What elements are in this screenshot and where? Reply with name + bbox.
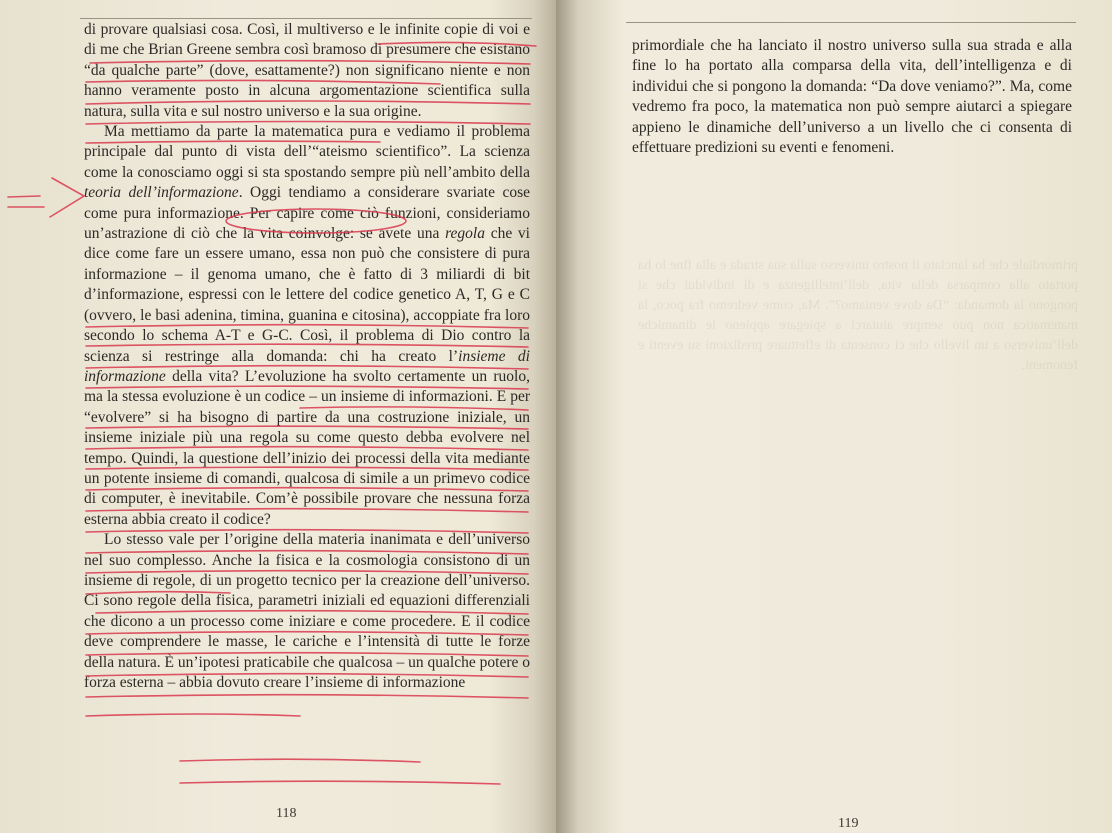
underline-mark bbox=[180, 781, 500, 784]
paragraph: primordiale che ha lanciato il nostro universo sulla sua strada e alla fine lo ha portato alla comparsa della vita, dell’intelligenza e di individui che si pongono la domanda: “Da dove veniamo?”. Ma, come vedremo fra poco, la matematica non può sempre aiutarci a spiegare appieno le dinamiche dell’universo a un livello che ci consenta di effettuare predizioni su eventi e fenomeni. bbox=[632, 37, 1072, 157]
italic-term: regola bbox=[445, 225, 485, 243]
left-page-text bbox=[84, 20, 530, 693]
italic-term: teoria dell’informazione bbox=[84, 184, 239, 202]
bleed-through-text bbox=[638, 256, 1078, 796]
text-run: della vita? L’evoluzione ha svolto certamente un ruolo, ma la stessa evoluzione è un codice – un insieme di informazioni. E per “evolvere” si ha bisogno di partire da una costruzione iniziale, un insieme iniziale più una regola su come questo debba evolvere nel tempo. Quindi, la questione dell’inizio dei processi della vita mediante un potente insieme di comandi, qualcosa di simile a un primevo codice di computer, è inevitabile. Com’è possibile provare che nessuna forza esterna abbia creato il codice? bbox=[84, 367, 530, 528]
bleed-paragraph: primordiale che ha lanciato il nostro universo sulla sua strada e alla fine lo ha portato alla comparsa della vita, dell’intelligenza e di individui che si pongono la domanda: “Da dove veniamo?”. Ma, come vedremo fra poco, la matematica non può sempre aiutarci a spiegare appieno le dinamiche dell’universo a un livello che ci consenta di effettuare predizioni su eventi e fenomeni. bbox=[638, 258, 1078, 373]
underline-mark bbox=[86, 695, 528, 698]
running-head-cutoff bbox=[756, 0, 976, 8]
header-rule bbox=[80, 18, 532, 19]
underline-mark bbox=[86, 714, 300, 716]
text-run: . Oggi tendiamo a considerare svariate cose come pura informazione. Per capire come ciò funzioni, consideriamo un’astrazione di ciò che la vita coinvolge: se avete una bbox=[84, 184, 530, 243]
text-run: che vi dice come fare un essere umano, essa non può che consistere di pura informazione – il genoma umano, che è fatto di 3 miliardi di bit d’informazione, espressi con le lettere del codice genetico A, T, G e C (ovvero, le basi adenina, timina, guanina e citosina), accoppiate fra loro secondo lo schema A-T e G-C. Così, il problema di Dio contro la scienza si restringe alla domanda: chi ha creato l’ bbox=[84, 225, 530, 365]
margin-arrow-icon bbox=[8, 178, 84, 217]
paragraph: Lo stesso vale per l’origine della materia inanimata e dell’universo nel suo complesso. Anche la fisica e la cosmologia consistono di un insieme di regole, di un progetto tecnico per la creazione dell’universo. Ci sono regole della fisica, parametri iniziali ed equazioni differenziali che dicono a un processo come iniziare e come procedere. E il codice deve comprendere le masse, le cariche e l’intensità di tutte le forze della natura. È un’ipotesi praticabile che qualcosa – un qualche potere o forza esterna – abbia dovuto creare l’insieme di informazione bbox=[84, 531, 530, 691]
page-number: 118 bbox=[276, 806, 297, 821]
paragraph bbox=[84, 122, 530, 530]
page-number: 119 bbox=[838, 816, 859, 831]
text-run: Ma mettiamo da parte la matematica pura e vediamo il problema principale dal punto di vista dell’“ateismo scientifico”. La scienza come la conosciamo oggi si sta spostando sempre più nell’ambito della bbox=[84, 123, 530, 181]
right-page bbox=[556, 0, 1112, 833]
italic-term: insieme di informazione bbox=[84, 347, 530, 385]
header-rule bbox=[626, 22, 1076, 23]
right-page-text bbox=[632, 36, 1072, 158]
paragraph: di provare qualsiasi cosa. Così, il multiverso e le infinite copie di voi e di me che Brian Greene sembra così bramoso di presumere che esistano “da qualche parte” (dove, esattamente?) non significano niente e non hanno veramente posto in alcuna argomentazione scientifica sulla natura, sulla vita e sul nostro universo e la sua origine. bbox=[84, 21, 530, 120]
underline-mark bbox=[180, 759, 420, 762]
